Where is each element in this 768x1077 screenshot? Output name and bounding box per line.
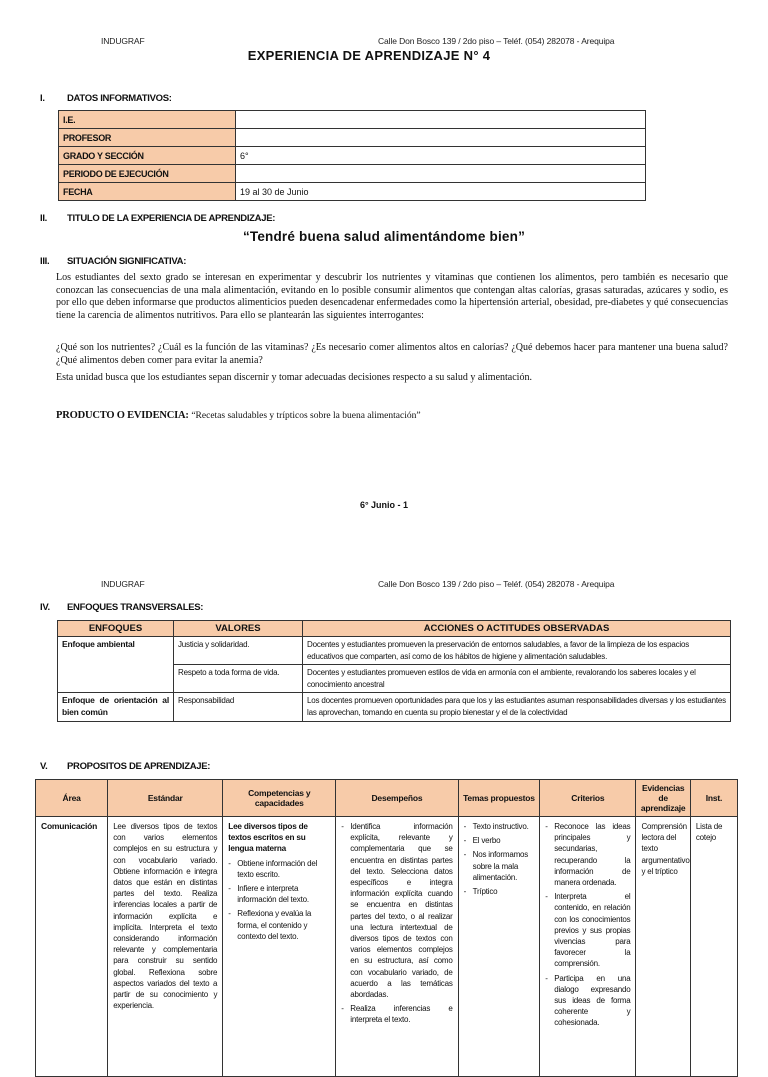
section-4-heading (40, 602, 203, 613)
competencias-cell (223, 817, 336, 1077)
column-header: ENFOQUES (58, 621, 174, 637)
field-label: PERIODO DE EJECUCIÓN (59, 165, 236, 183)
list-item: - Reflexiona y evalúa la forma, el contenido y contexto del texto. (228, 908, 330, 942)
section-title: ENFOQUES TRANSVERSALES: (67, 602, 204, 613)
list-item: - Reconoce las ideas principales y secundarias, recuperando la información de manera ordenada. (545, 821, 630, 888)
section-2-heading (40, 213, 275, 224)
table-row (59, 165, 646, 183)
accion-cell: Docentes y estudiantes promueven la preservación de entornos saludables, a favor de la limpieza de los espacios educativos que comparten, así como de los hábitos de higiene y alimentación saludables. (303, 637, 731, 665)
estandar-cell: Lee diversos tipos de textos con varios elementos complejos en su estructura y con vocabulario variado. Obtiene información e integra datos que están en distintas partes del texto. Realiza inferencias locales a partir de información explícita e implícita. Interpreta el texto considerando información relevante y complementaria para construir su sentido global. Reflexiona sobre aspectos variados del texto a partir de su conocimiento y experiencia. (108, 817, 223, 1077)
temas-list (464, 821, 535, 897)
section-3-heading (40, 256, 186, 267)
capacidades-list (228, 858, 330, 942)
column-header: Temas propuestos (458, 780, 540, 817)
document-title: EXPERIENCIA DE APRENDIZAJE N° 4 (247, 48, 491, 63)
valor-cell: Responsabilidad (174, 693, 303, 722)
criterios-cell (540, 817, 636, 1077)
area-cell: Comunicación (36, 817, 108, 1077)
list-item: - Interpreta el contenido, en relación con los conocimientos previos y sus propias vivencias para favorecer la comprensión. (545, 891, 630, 969)
column-header: Área (36, 780, 108, 817)
situacion-paragraph-2: ¿Qué son los nutrientes? ¿Cuál es la función de las vitaminas? ¿Es necesario comer alimentos altos en calorías? ¿Qué debemos hacer para mantener una buena salud? ¿Qué alimentos deben comer para evitar la anemia? (56, 342, 728, 366)
section-number: II. (40, 213, 48, 224)
situacion-paragraph-1: Los estudiantes del sexto grado se interesan en experimentar y descubrir los nutrientes y vitaminas que contienen los alimentos, pero también es necesario que conozcan las consecuencias de una mala alimentación, evitando en lo posible consumir alimentos que contengan altas calorías, grasas saturadas, azúcares y sodio, es por ello que deben informarse que productos alimenticios pueden desencadenar enfermedades como la hipertensión arterial, obesidad, pre-diabetes y qué consecuencias tiene la carencia de alimentos nutritivos. Para ello se plantearán las siguientes interrogantes: (56, 272, 728, 321)
valor-cell: Respeto a toda forma de vida. (174, 665, 303, 693)
situacion-paragraph-3: Esta unidad busca que los estudiantes sepan discernir y tomar adecuadas decisiones respecto a su salud y alimentación. (56, 372, 532, 383)
field-label: FECHA (59, 183, 236, 201)
table-row (59, 111, 646, 129)
header-company: INDUGRAF (101, 36, 145, 46)
column-header: Estándar (108, 780, 223, 817)
section-number: V. (40, 761, 48, 772)
enfoque-cell: Enfoque de orientación al bien común (58, 693, 174, 722)
section-5-heading (40, 761, 210, 772)
propositos-table (35, 779, 738, 1077)
field-label: PROFESOR (59, 129, 236, 147)
table-row (59, 183, 646, 201)
list-item: - Identifica información explícita, relevante y complementaria que se encuentra en distintas partes del texto. Selecciona datos específicos e integra información explícita cuando se encuentra en distintas partes del texto, o al realizar una lectura intertextual de diversos tipos de textos con varios elementos complejos en su estructura, así como con vocabulario variado, de acuerdo a las temáticas abordadas. (341, 821, 452, 1000)
field-value-grado[interactable]: 6° (236, 147, 646, 165)
field-value-profesor[interactable] (236, 129, 646, 147)
field-value-periodo[interactable] (236, 165, 646, 183)
section-title: DATOS INFORMATIVOS: (67, 93, 172, 104)
column-header: Inst. (690, 780, 737, 817)
field-value-ie[interactable] (236, 111, 646, 129)
table-header-row (36, 780, 738, 817)
accion-cell: Docentes y estudiantes promueven estilos de vida en armonía con el ambiente, revalorando los saberes locales y el conocimiento ancestral (303, 665, 731, 693)
table-row (59, 147, 646, 165)
enfoques-table (57, 620, 731, 722)
evidencias-cell: Comprensión lectora del texto argumentativo y el tríptico (636, 817, 690, 1077)
criterios-list (545, 821, 630, 1029)
section-1-heading (40, 93, 172, 104)
product-evidence (56, 410, 421, 421)
table-row (59, 129, 646, 147)
datos-informativos-table (58, 110, 646, 201)
experience-title: “Tendré buena salud alimentándome bien” (242, 229, 526, 244)
product-value: “Recetas saludables y trípticos sobre la buena alimentación” (191, 411, 421, 421)
list-item: - Realiza inferencias e interpreta el texto. (341, 1003, 452, 1025)
field-label: I.E. (59, 111, 236, 129)
section-title: PROPOSITOS DE APRENDIZAJE: (67, 761, 211, 772)
field-label: GRADO Y SECCIÓN (59, 147, 236, 165)
list-item: - Infiere e interpreta información del texto. (228, 883, 330, 905)
table-row (58, 637, 731, 665)
competencia-title: Lee diversos tipos de textos escritos en su lengua materna (228, 822, 308, 854)
list-item: - Texto instructivo. (464, 821, 535, 832)
section-number: IV. (40, 602, 50, 613)
column-header: VALORES (174, 621, 303, 637)
list-item: - Participa en una dialogo expresando sus ideas de forma coherente y cohesionada. (545, 973, 630, 1029)
table-row (36, 817, 738, 1077)
header-address: Calle Don Bosco 139 / 2do piso – Teléf. (054) 282078 - Arequipa (378, 36, 615, 46)
column-header: Evidencias de aprendizaje (636, 780, 690, 817)
desempenos-cell (336, 817, 458, 1077)
column-header: ACCIONES O ACTITUDES OBSERVADAS (303, 621, 731, 637)
column-header: Competencias y capacidades (223, 780, 336, 817)
temas-cell (458, 817, 540, 1077)
header-company: INDUGRAF (101, 579, 145, 589)
product-label: PRODUCTO O EVIDENCIA: (56, 410, 189, 421)
instrumento-cell: Lista de cotejo (690, 817, 737, 1077)
table-header-row (58, 621, 731, 637)
list-item: - Tríptico (464, 886, 535, 897)
table-row (58, 693, 731, 722)
section-title: TITULO DE LA EXPERIENCIA DE APRENDIZAJE: (67, 213, 276, 224)
list-item: - El verbo (464, 835, 535, 846)
valor-cell: Justicia y solidaridad. (174, 637, 303, 665)
page-footer: 6° Junio - 1 (359, 500, 409, 510)
section-title: SITUACIÓN SIGNIFICATIVA: (67, 256, 187, 267)
list-item: - Nos informamos sobre la mala alimentación. (464, 849, 535, 883)
column-header: Criterios (540, 780, 636, 817)
header-address: Calle Don Bosco 139 / 2do piso – Teléf. (054) 282078 - Arequipa (378, 579, 615, 589)
accion-cell: Los docentes promueven oportunidades para que los y las estudiantes asuman responsabilidades diversas y los estudiantes las aprovechan, tomando en cuenta su propio bienestar y el de la colectividad (303, 693, 731, 722)
enfoque-cell: Enfoque ambiental (58, 637, 174, 693)
desempenos-list (341, 821, 452, 1026)
column-header: Desempeños (336, 780, 458, 817)
field-value-fecha[interactable]: 19 al 30 de Junio (236, 183, 646, 201)
list-item: - Obtiene información del texto escrito. (228, 858, 330, 880)
section-number: III. (40, 256, 50, 267)
section-number: I. (40, 93, 45, 104)
